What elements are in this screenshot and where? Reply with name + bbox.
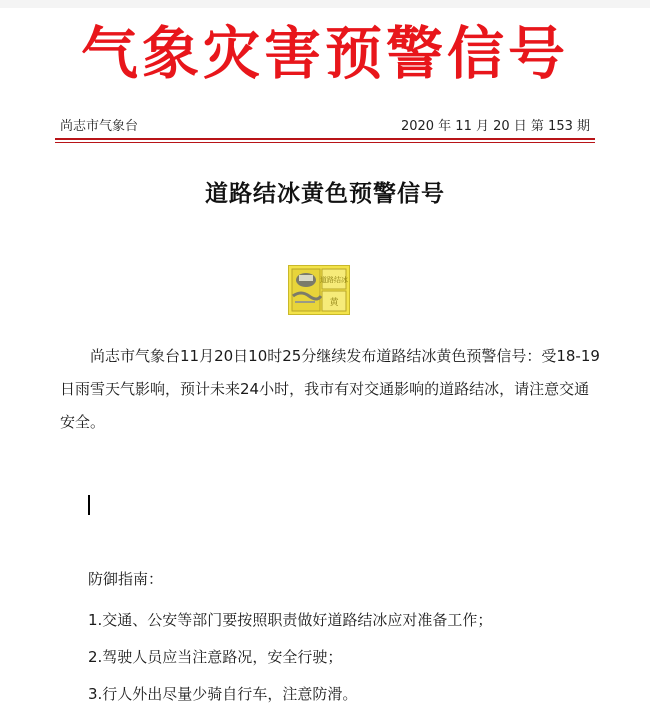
header-rule-thin	[55, 142, 595, 143]
issue-line	[60, 112, 590, 136]
signal-label-top: 道路结冰	[320, 276, 348, 284]
signal-label-bottom: 黄	[329, 298, 339, 308]
guide-item: 3.行人外出尽量少骑自行车，注意防滑。	[88, 685, 358, 703]
page-top-edge	[0, 0, 650, 8]
road-icing-yellow-warning-icon	[288, 265, 350, 315]
issuer-name: 尚志市气象台	[60, 118, 139, 134]
guide-item: 1.交通、公安等部门要按照职责做好道路结冰应对准备工作；	[88, 611, 493, 629]
document-title: 道路结冰黄色预警信号	[205, 181, 445, 207]
warning-signal-graphic	[289, 266, 349, 314]
header-rule	[55, 138, 595, 140]
guide-item: 2.驾驶人员应当注意路况，安全行驶；	[88, 648, 343, 666]
issue-date-number: 2020 年 11 月 20 日 第 153 期	[400, 118, 590, 134]
guide-list	[88, 602, 608, 713]
masthead-title: 气象灾害预警信号	[81, 20, 569, 87]
guide-title: 防御指南：	[88, 570, 164, 588]
document-body: 尚志市气象台11月20日10时25分继续发布道路结冰黄色预警信号：受18-19日雨雪天气影响，预计未来24小时，我市有对交通影响的道路结冰，请注意交通安全。	[60, 347, 600, 431]
text-cursor	[88, 495, 90, 515]
car-window	[299, 275, 313, 281]
